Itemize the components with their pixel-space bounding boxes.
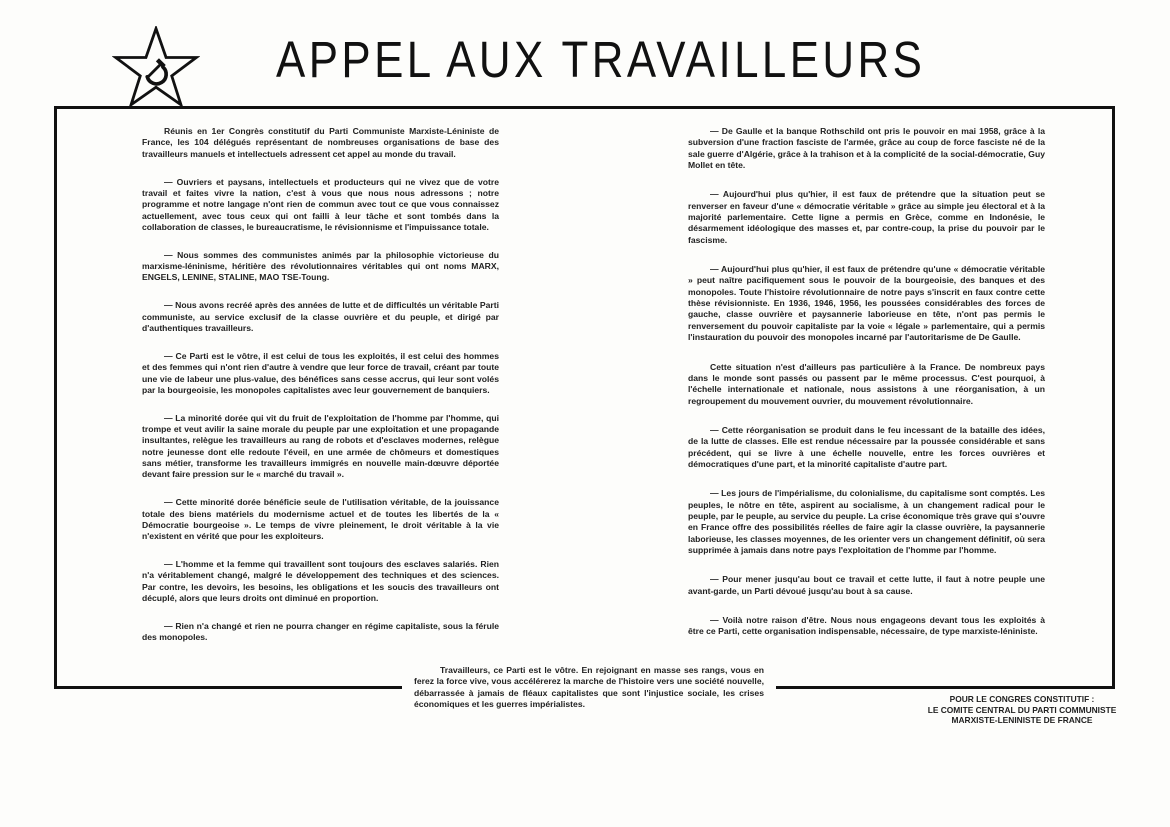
paragraph: — Cette minorité dorée bénéficie seule de l'utilisation véritable, de la jouissance totale des biens matériels du modernisme actuel et de toutes les libertés de la « Démocratie bourgeoise ». Le temps de vivre pleinement, le droit véritable à la vie n'existent en vérité que pour les exploiteurs. [142,497,499,542]
paragraph: — Aujourd'hui plus qu'hier, il est faux de prétendre que la situation peut se renverser en faveur d'une « démocratie véritable » grâce au simple jeu électoral et à la majorité parlementaire. Cette ligne a permis en Grèce, comme en Indonésie, le désarmement idéologique des masses et, par contre-coup, la prise du pouvoir par le fascisme. [688,189,1045,245]
signature-block [912,694,1132,726]
paragraph: — Ouvriers et paysans, intellectuels et producteurs qui ne vivez que de votre travail et faites vivre la nation, c'est à vous que nous nous adressons ; notre programme et notre langage n'ont rien de commun avec tout ce que vous connaissez actuellement, avec tous ceux qui ont failli à leur tâche et sont tombés dans la collaboration de classes, le bureaucratisme, le révisionnisme et l'impuissance totale. [142,176,499,232]
paragraph: — Nous sommes des communistes animés par la philosophie victorieuse du marxisme-léninisme, héritière des révolutionnaires véritables qui ont noms MARX, ENGELS, LENINE, STALINE, MAO TSE-Toung. [142,249,499,283]
right-text-column [688,126,1045,656]
star-hammer-sickle-icon [112,26,200,110]
paragraph: — La minorité dorée qui vit du fruit de l'exploitation de l'homme par l'homme, qui trompe et veut avilir la saine morale du peuple par une exploitation et une propagande insultantes, relègue les travailleurs au rang de robots et d'esclaves modernes, relègue notre jeunesse dont elle redoute l'éveil, en une armée de chômeurs et domestiques sans métier, transforme les travailleurs immigrés en nouvelle main-dœuvre déportée devant faire pression sur le « marché du travail ». [142,412,499,480]
paragraph: — Voilà notre raison d'être. Nous nous engageons devant tous les exploités à être ce Parti, cette organisation indispensable, nécessaire, de type marxiste-léniniste. [688,615,1045,637]
signature-line: LE COMITE CENTRAL DU PARTI COMMUNISTE [927,704,1117,715]
left-text-column [142,126,499,660]
signature-line: MARXISTE-LENINISTE DE FRANCE [951,715,1093,726]
paragraph: — L'homme et la femme qui travaillent sont toujours des esclaves salariés. Rien n'a véritablement changé, malgré le développement des techniques et des sciences. Par contre, les devoirs, les besoins, les obligations et les soucis des travailleurs ont décuplé, alors que leurs droits ont diminué en proportion. [142,559,499,604]
frame-bottom-right-rule [776,686,1115,689]
paragraph: Réunis en 1er Congrès constitutif du Parti Communiste Marxiste-Léniniste de France, les 104 délégués représentant de nombreuses organisations de base des travailleurs manuels et intellectuels adressent cet appel au monde du travail. [142,126,499,159]
paragraph: — Pour mener jusqu'au bout ce travail et cette lutte, il faut à notre peuple une avant-garde, un Parti dévoué jusqu'au bout à sa cause. [688,574,1045,596]
frame-bottom-left-rule [54,686,402,689]
paragraph: — Rien n'a changé et rien ne pourra changer en régime capitaliste, sous la férule des monopoles. [142,621,499,643]
paragraph: — Les jours de l'impérialisme, du colonialisme, du capitalisme sont comptés. Les peuples, le nôtre en tête, aspirent au socialisme, à un changement radical pour le peuple, par le peuple, au service du peuple. La crise économique très grave qui s'ouvre en France offre des possibilités réelles de faire agir la classe ouvrière, la paysannerie laborieuse, les classes moyennes, de les orienter vers un changement définitif, où sera supprimée à jamais dans notre pays l'exploitation de l'homme par l'homme. [688,488,1045,555]
paragraph: — Nous avons recréé après des années de lutte et de difficultés un véritable Parti communiste, au service exclusif de la classe ouvrière et du peuple, et dirigé par d'authentiques travailleurs. [142,300,499,333]
paragraph: — Cette réorganisation se produit dans le feu incessant de la bataille des idées, de la lutte de classes. Elle est rendue nécessaire par la poussée considérable et sans précédent, qui se livre à une échelle nouvelle, entre les forces ouvrières et démocratiques d'une part, et la minorité capitaliste d'autre part. [688,424,1045,469]
closing-paragraph: Travailleurs, ce Parti est le vôtre. En rejoignant en masse ses rangs, vous en ferez la force vive, vous accélérerez la marche de l'histoire vers une société nouvelle, débarrassée à jamais de fléaux capitalistes que sont l'injustice sociale, les crises économiques et les guerres impérialistes. [414,665,764,709]
paragraph: — De Gaulle et la banque Rothschild ont pris le pouvoir en mai 1958, grâce à la subversion d'une fraction fasciste de l'armée, grâce au coup de force fasciste né de la sale guerre d'Algérie, grâce à la trahison et à la complicité de la social-démocratie, Guy Mollet en tête. [688,126,1045,171]
paragraph: Cette situation n'est d'ailleurs pas particulière à la France. De nombreux pays dans le monde sont passés ou passent par le même processus. C'est pourquoi, à l'échelle internationale et nationale, nous assistons à une réorganisation, à un regroupement du mouvement ouvrier, du mouvement révolutionnaire. [688,361,1045,406]
signature-line: POUR LE CONGRES CONSTITUTIF : [949,694,1095,704]
paragraph: — Aujourd'hui plus qu'hier, il est faux de prétendre qu'une « démocratie véritable » peut naître pacifiquement sous le pouvoir de la bourgeoisie, des banques et des monopoles. Toute l'histoire révolutionnaire de notre pays s'inscrit en faux contre cette thèse révisionniste. En 1936, 1946, 1956, les poussées considérables des forces de gauche, classe ouvrière et paysannerie laborieuse en tête, n'ont pas permis le renversement du pouvoir capitaliste par la voie « légale » parlementaire, qui a permis l'instauration du pouvoir des monopoles incarné par l'autoritarisme de De Gaulle. [688,264,1045,343]
page-title: APPEL AUX TRAVAILLEURS [276,31,926,88]
paragraph: — Ce Parti est le vôtre, il est celui de tous les exploités, il est celui des hommes et des femmes qui n'ont rien d'autre à vendre que leur force de travail, créant par toute une vie de labeur une plus-value, des bénéfices sans cesse accrus, qui leur sont volés par la bourgeoisie, les monopoles capitalistes avec leur gouvernement de banquiers. [142,350,499,395]
